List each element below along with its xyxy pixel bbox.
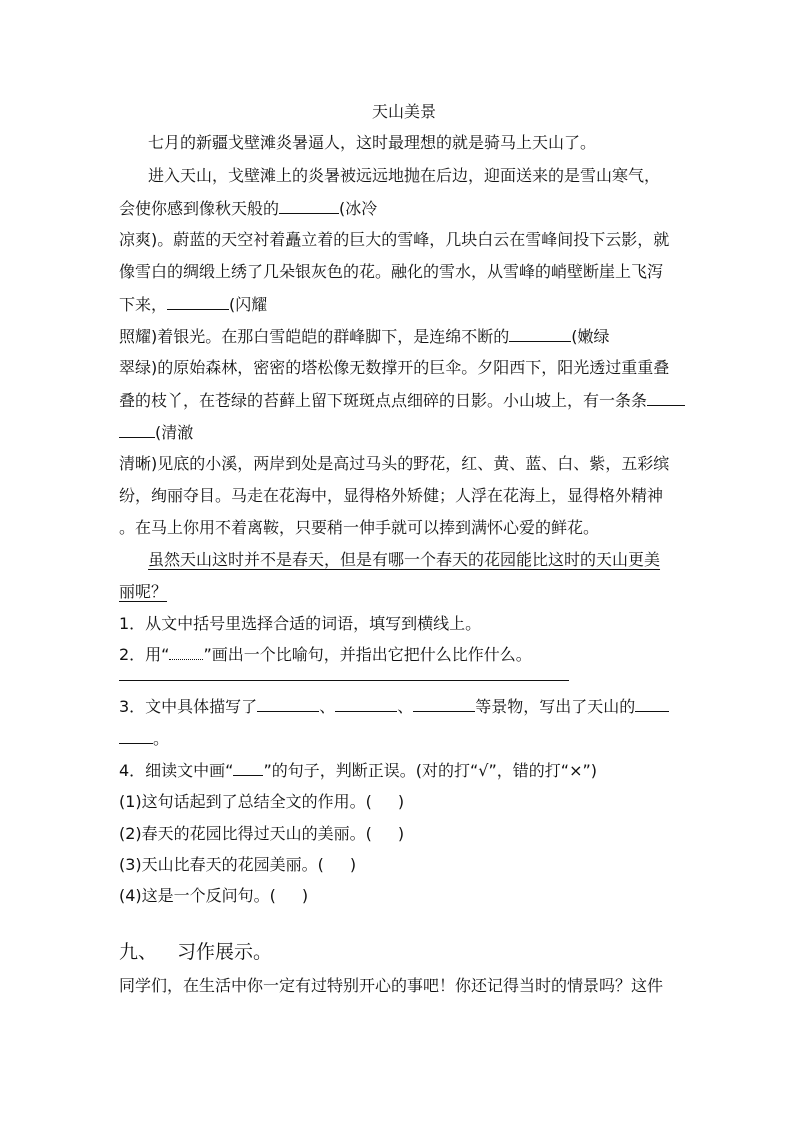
judgement-item-3 bbox=[119, 855, 356, 875]
judgement-item-2 bbox=[119, 824, 404, 844]
text: 叠的枝丫，在苍绿的苔藓上留下斑斑点点细碎的日影。小山坡上，有一条条 bbox=[119, 391, 648, 410]
judgement-item-1 bbox=[119, 792, 404, 812]
text: ”画出一个比喻句，并指出它把什么比作什么。 bbox=[203, 645, 532, 664]
paragraph-2-line-2 bbox=[119, 198, 377, 219]
close: ) bbox=[301, 886, 309, 905]
question-1: 1．从文中括号里选择合适的词语，填写到横线上。 bbox=[119, 614, 482, 633]
fill-blank-q3-3[interactable] bbox=[413, 696, 475, 712]
fill-blank-q3-2[interactable] bbox=[335, 696, 397, 712]
close: ) bbox=[397, 792, 405, 811]
fill-blank-q3-4a[interactable] bbox=[635, 696, 669, 712]
item-text: (2)春天的花园比得过天山的美丽。( bbox=[119, 824, 372, 843]
text: 等景物，写出了天山的 bbox=[475, 697, 636, 716]
text: 4．细读文中画“ bbox=[119, 761, 234, 780]
paragraph-2-line-6 bbox=[119, 326, 610, 347]
judgement-item-4 bbox=[119, 886, 308, 906]
fill-blank-4a[interactable] bbox=[647, 390, 685, 406]
word-choice: (冰冷 bbox=[339, 199, 378, 218]
section-9-heading bbox=[119, 940, 272, 964]
separator: 、 bbox=[319, 697, 336, 716]
underlined-sentence-line-2: 丽呢？ bbox=[119, 582, 168, 601]
text: ”的句子，判断正误。(对的打“√”，错的打“×”) bbox=[263, 761, 598, 780]
fill-blank-1[interactable] bbox=[279, 198, 339, 214]
close: ) bbox=[397, 824, 405, 843]
question-2 bbox=[119, 645, 532, 665]
section-number: 九、 bbox=[119, 941, 158, 963]
section-9-text: 同学们，在生活中你一定有过特别开心的事吧！你还记得当时的情景吗？这件 bbox=[119, 976, 664, 995]
paragraph-2-line-7: 翠绿)的原始森林，密密的塔松像无数撑开的巨伞。夕阳西下，阳光透过重重叠 bbox=[119, 358, 670, 377]
item-text: (1)这句话起到了总结全文的作用。( bbox=[119, 792, 372, 811]
fill-blank-q3-1[interactable] bbox=[257, 696, 319, 712]
question-3 bbox=[119, 696, 669, 717]
separator: 、 bbox=[397, 697, 414, 716]
question-4 bbox=[119, 760, 597, 781]
paragraph-2-line-11: 纷，绚丽夺目。马走在花海中，显得格外矫健；人浮在花海上，显得格外精神 bbox=[119, 486, 664, 505]
fill-blank-3[interactable] bbox=[509, 326, 571, 342]
paragraph-2-line-4: 像雪白的绸缎上绣了几朵银灰色的花。融化的雪水，从雪峰的峭壁断崖上飞泻 bbox=[119, 262, 664, 281]
item-text: (4)这是一个反问句。( bbox=[119, 886, 276, 905]
passage-title: 天山美景 bbox=[372, 102, 437, 121]
fill-blank-4b[interactable] bbox=[119, 422, 155, 438]
paragraph-2-line-3: 凉爽)。蔚蓝的天空衬着矗立着的巨大的雪峰，几块白云在雪峰间投下云影，就 bbox=[119, 230, 670, 249]
paragraph-2-line-10: 清晰)见底的小溪，两岸到处是高过马头的野花，红、黄、蓝、白、紫，五彩缤 bbox=[119, 454, 670, 473]
word-choice: (闪耀 bbox=[229, 295, 268, 314]
paragraph-2-line-8 bbox=[119, 390, 685, 411]
fill-blank-q3-4b[interactable] bbox=[119, 728, 153, 744]
text: 下来， bbox=[119, 295, 168, 314]
text: 照耀)着银光。在那白雪皑皑的群峰脚下，是连绵不断的 bbox=[119, 327, 510, 346]
paragraph-2-line-5 bbox=[119, 294, 267, 315]
paragraph-2-line-9 bbox=[119, 422, 193, 443]
question-3-cont bbox=[119, 728, 169, 749]
paragraph-2-line-1: 进入天山，戈壁滩上的炎暑被远远地抛在后边，迎面送来的是雪山寒气， bbox=[148, 166, 661, 185]
close: ) bbox=[349, 855, 357, 874]
item-text: (3)天山比春天的花园美丽。( bbox=[119, 855, 324, 874]
section-title: 习作展示。 bbox=[177, 941, 273, 963]
text: 。 bbox=[153, 729, 170, 748]
underlined-sentence-line-1: 虽然天山这时并不是春天，但是有哪一个春天的花园能比这时的天山更美 bbox=[148, 550, 661, 569]
fill-blank-2[interactable] bbox=[167, 294, 229, 310]
word-choice: (清澈 bbox=[155, 423, 194, 442]
text: 3．文中具体描写了 bbox=[119, 697, 258, 716]
paragraph-1: 七月的新疆戈壁滩炎暑逼人，这时最理想的就是骑马上天山了。 bbox=[148, 133, 597, 152]
answer-line-q2[interactable] bbox=[119, 680, 569, 681]
text: 会使你感到像秋天般的 bbox=[119, 199, 280, 218]
wavy-line-mark bbox=[169, 647, 203, 660]
word-choice: (嫩绿 bbox=[571, 327, 610, 346]
underline-mark bbox=[233, 760, 263, 776]
paragraph-2-line-12: 。在马上你用不着离鞍，只要稍一伸手就可以捧到满怀心爱的鲜花。 bbox=[119, 518, 600, 537]
text: 2．用“ bbox=[119, 645, 170, 664]
